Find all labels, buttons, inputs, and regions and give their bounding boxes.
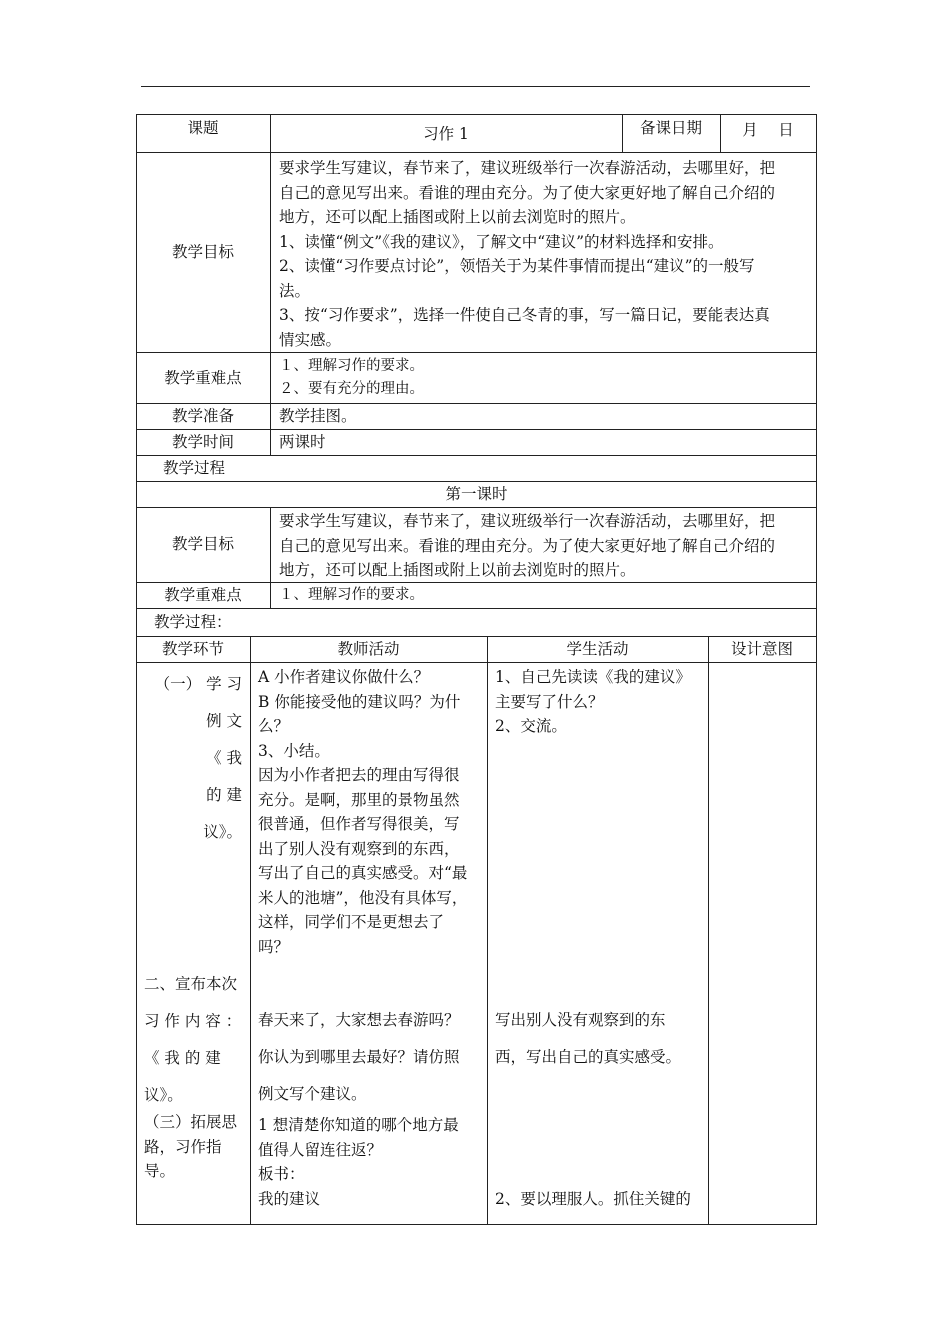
lesson1-difficulty-label: 教学重难点 bbox=[164, 586, 242, 604]
teacher-activity-1: A 小作者建议你做什么？ B 你能接受他的建议吗？为什 么？ 3、小结。 因为小作者把去的理由写得很 充分。是啊，那里的景物虽然 很普通，但作者写得很美，写 出了别人没有观察到的东西， 写出了自己的真实感受。对“最 米人的池塘”，他没有具体写， 这样，同学们不是更想去了 吗？ bbox=[258, 668, 468, 956]
teacher-activity-2: 春天来了，大家想去春游吗？ 你认为到哪里去最好？请仿照 例文写个建议。 bbox=[258, 1011, 460, 1103]
col-header-student: 学生活动 bbox=[566, 640, 629, 658]
lesson1-process-label: 教学过程： bbox=[154, 613, 232, 631]
goals-text: 要求学生写建议，春节来了，建议班级举行一次春游活动，去哪里好，把 自己的意见写出来。看谁的理由充分。为了使大家更好地了解自己介绍的 地方，还可以配上插图或附上以前去浏览时的照片。 1、读懂“例文”《我的建议》，了解文中“建议”的材料选择和安排。 2、读懂“习作要点讨论”，领悟关于为某件事情而提出“建议”的一般写 法。 3、按“习作要求”，选择一件使自己冬青的事，写一篇日记，要能表达真 情实感。 bbox=[279, 159, 776, 349]
student-activity-1: 1、自己先读读《我的建议》 主要写了什么？ 2、交流。 bbox=[495, 668, 691, 735]
stage2-text: 二、宣布本次 习 作 内 容 ： 《 我 的 建 议》。 bbox=[144, 975, 242, 1104]
col-header-intent: 设计意图 bbox=[730, 640, 793, 658]
stage1-line: 的 建 bbox=[206, 786, 242, 804]
difficulty-text: １、理解习作的要求。 ２、要有充分的理由。 bbox=[279, 358, 424, 397]
student-activity-2: 写出别人没有观察到的东 西，写出自己的真实感受。 bbox=[495, 1011, 682, 1066]
lesson-plan-table bbox=[136, 114, 817, 1225]
time-value: 两课时 bbox=[279, 433, 326, 451]
stage3-text: （三）拓展思 路，习作指 导。 bbox=[144, 1113, 238, 1180]
prep-label: 教学准备 bbox=[171, 407, 234, 425]
student-activity-3: 2、要以理服人。抓住关键的 bbox=[495, 1190, 691, 1208]
process-label: 教学过程 bbox=[163, 459, 226, 477]
course-value: 习作 1 bbox=[423, 125, 469, 143]
date-label: 备课日期 bbox=[639, 119, 702, 137]
header-rule bbox=[141, 86, 810, 87]
time-label: 教学时间 bbox=[171, 433, 234, 451]
teacher-activity-3: 1 想清楚你知道的哪个地方最 值得人留连往返？ 板书： 我的建议 bbox=[258, 1116, 459, 1208]
lesson1-difficulty-value: １、理解习作的要求。 bbox=[279, 587, 424, 603]
difficulty-label: 教学重难点 bbox=[164, 369, 242, 387]
col-header-teacher: 教师活动 bbox=[337, 640, 400, 658]
lesson1-goals-text: 要求学生写建议，春节来了，建议班级举行一次春游活动，去哪里好，把 自己的意见写出来。看谁的理由充分。为了使大家更好地了解自己介绍的 地方，还可以配上插图或附上以前去浏览时的照片。 bbox=[279, 512, 776, 579]
course-label: 课题 bbox=[187, 119, 219, 137]
goals-label: 教学目标 bbox=[171, 243, 234, 261]
lesson1-title: 第一课时 bbox=[445, 485, 508, 503]
stage1-line: （一） 学 习 bbox=[154, 675, 242, 693]
date-value: 月 日 bbox=[742, 121, 794, 139]
stage1-line: 例 文 bbox=[206, 712, 242, 730]
stage1-line: 议》。 bbox=[203, 823, 242, 841]
col-header-stage: 教学环节 bbox=[161, 640, 224, 658]
prep-value: 教学挂图。 bbox=[279, 407, 357, 425]
lesson1-goals-label: 教学目标 bbox=[171, 535, 234, 553]
stage1-line: 《 我 bbox=[206, 749, 242, 767]
